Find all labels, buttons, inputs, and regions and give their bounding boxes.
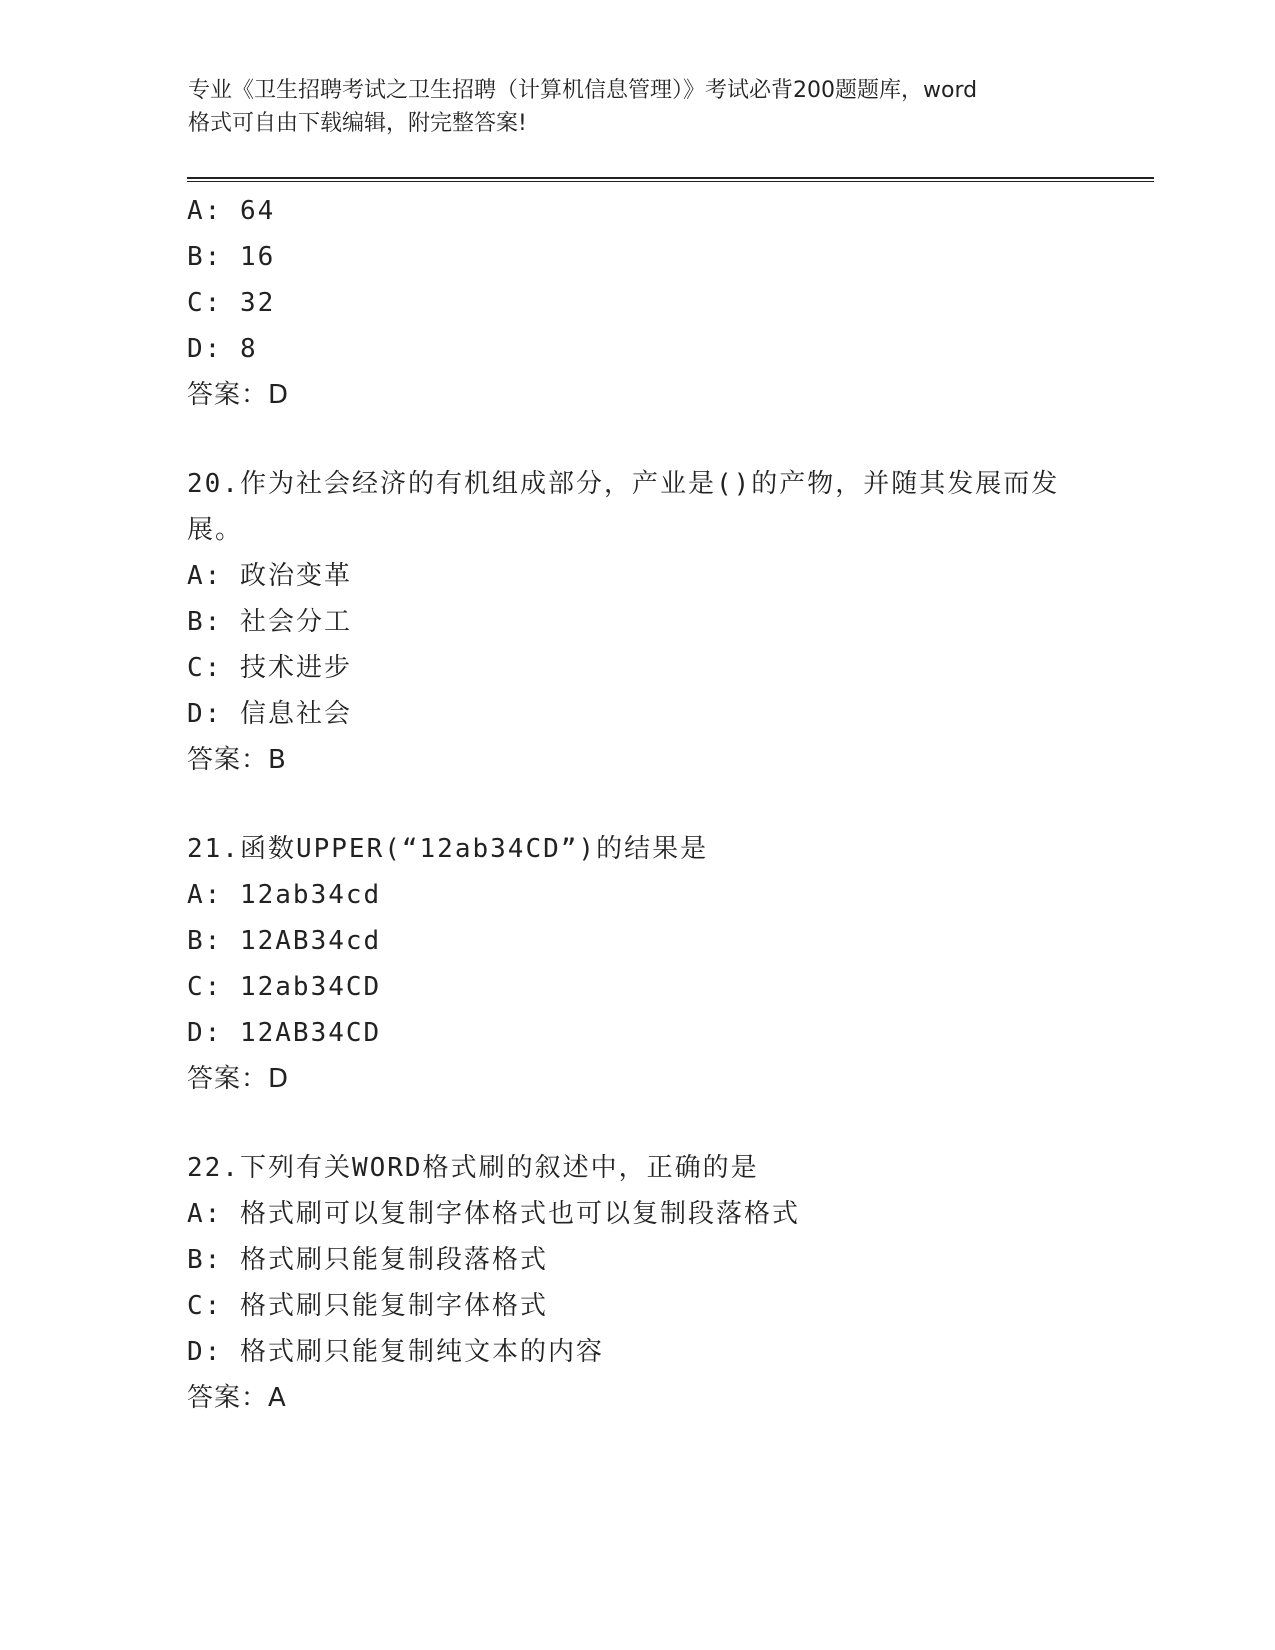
answer: 答案：A — [187, 1383, 287, 1413]
option-a: A: 政治变革 — [187, 561, 352, 591]
option-a: A: 格式刷可以复制字体格式也可以复制段落格式 — [187, 1199, 800, 1229]
option-a: A: 64 — [187, 196, 276, 226]
spacer — [187, 783, 1147, 826]
spacer — [187, 1102, 1147, 1145]
question-stem-line-2: 展。 — [187, 515, 244, 545]
header-line-2: 格式可自由下载编辑，附完整答案! — [188, 111, 527, 136]
option-d: D: 12AB34CD — [187, 1018, 382, 1048]
question-20 — [187, 461, 1147, 783]
option-b: B: 12AB34cd — [187, 926, 382, 956]
question-stem: 21.函数UPPER(“12ab34CD”)的结果是 — [187, 834, 709, 864]
answer: 答案：D — [187, 380, 290, 410]
option-d: D: 8 — [187, 334, 258, 364]
option-b: B: 格式刷只能复制段落格式 — [187, 1245, 548, 1275]
option-d: D: 信息社会 — [187, 699, 352, 729]
question-stem: 22.下列有关WORD格式刷的叙述中，正确的是 — [187, 1153, 759, 1183]
answer: 答案：B — [187, 745, 287, 775]
option-c: C: 12ab34CD — [187, 972, 382, 1002]
option-c: C: 格式刷只能复制字体格式 — [187, 1291, 548, 1321]
spacer — [187, 418, 1147, 461]
option-c: C: 技术进步 — [187, 653, 352, 683]
option-d: D: 格式刷只能复制纯文本的内容 — [187, 1337, 604, 1367]
option-b: B: 16 — [187, 242, 276, 272]
answer: 答案：D — [187, 1064, 290, 1094]
header-divider — [187, 177, 1154, 182]
question-19 — [187, 188, 1147, 418]
option-b: B: 社会分工 — [187, 607, 352, 637]
header-line-1: 专业《卫生招聘考试之卫生招聘（计算机信息管理）》考试必背200题题库，word — [188, 78, 978, 103]
question-stem-line-1: 20.作为社会经济的有机组成部分，产业是()的产物，并随其发展而发 — [187, 469, 1060, 499]
question-list — [187, 188, 1147, 1421]
option-c: C: 32 — [187, 288, 276, 318]
question-21 — [187, 826, 1147, 1102]
option-a: A: 12ab34cd — [187, 880, 382, 910]
document-header — [188, 74, 1088, 140]
question-22 — [187, 1145, 1147, 1421]
